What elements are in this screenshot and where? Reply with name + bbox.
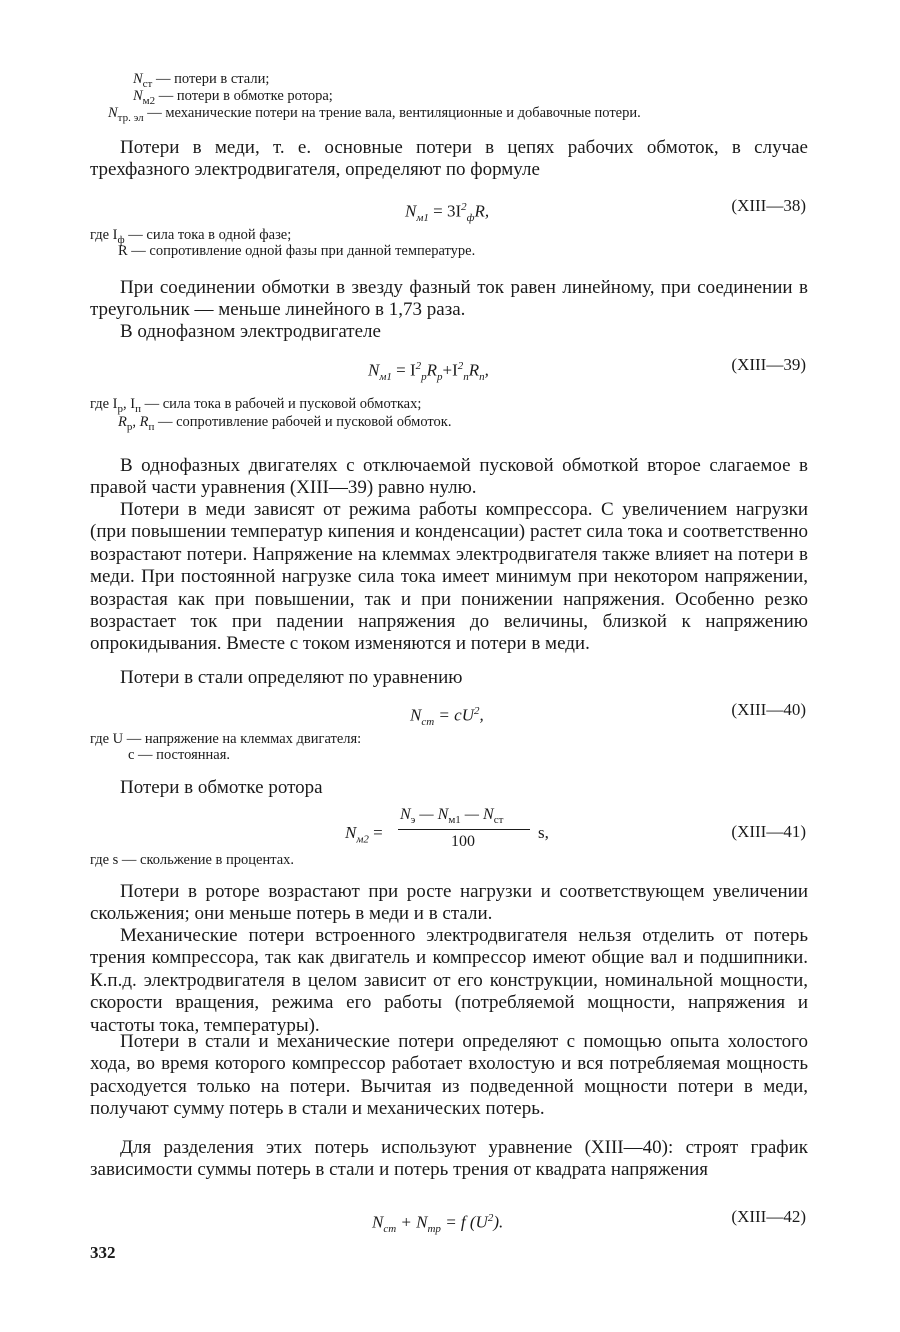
page-number: 332 <box>90 1243 116 1262</box>
where-40-a: где U — напряжение на клеммах двигателя: <box>90 731 362 747</box>
paragraph-mechanical-losses: Механические потери встроенного электродвигателя нельзя отделить от потерь трения компрессора, так как двигатель и компрессор имеют общие вал и подшипники. К.п.д. электродвигателя в целом зависит от его конструкции, номинальной мощности, скорости вращения, режима его работы (потребляемой мощности, напряжения и частоты тока, температуры). <box>90 925 808 1036</box>
equation-number-38: (XIII—38) <box>731 196 806 215</box>
paragraph-rotor-losses: Потери в обмотке ротора <box>120 777 323 798</box>
def-n-tr: $N_{тр. эл}$ — механические потери на трение вала, вентиляционные и добавочные потери. <box>108 105 641 124</box>
paragraph-single-phase: В однофазном электродвигателе <box>120 321 381 342</box>
equation-number-40: (XIII—40) <box>731 700 806 719</box>
equation-number-39: (XIII—39) <box>731 355 806 374</box>
paragraph-copper-dependence: Потери в меди зависят от режима работы компрессора. С увеличением нагрузки (при повышении температур кипения и конденсации) растет сила тока и соответственно возрастают потери. Напряжение на клеммах электродвигателя также влияет на потери в меди. При постоянной нагрузке сила тока имеет минимум при некотором напряжении, возрастая как при повышении, так и при понижении напряжения. Особенно резко возрастает ток при падении напряжения до величины, близкой к напряжению опрокидывания. Вместе с током изменяются и потери в меди. <box>90 499 808 655</box>
equation-41-tail: s, <box>538 823 549 842</box>
equation-number-41: (XIII—41) <box>731 822 806 841</box>
equation-42: $N_{ст} + N_{тр} = f$ $(U^2)$. <box>372 1212 504 1236</box>
where-38-b: R — сопротивление одной фазы при данной температуре. <box>118 243 476 259</box>
fraction-bar <box>398 829 530 830</box>
where-38-a: где $I_ф$ — сила тока в одной фазе; <box>90 227 292 246</box>
equation-41-lhs: $N_{м2}$ = <box>345 823 383 846</box>
paragraph-single-phase-motors: В однофазных двигателях с отключаемой пусковой обмоткой второе слагаемое в правой части уравнения (XIII—39) равно нулю. <box>90 455 808 499</box>
where-40-b: c — постоянная. <box>128 747 231 763</box>
equation-number-42: (XIII—42) <box>731 1207 806 1226</box>
paragraph-rotor-growth: Потери в роторе возрастают при росте нагрузки и соответствующем увеличении скольжения; они меньше потерь в меди и в стали. <box>90 881 808 925</box>
paragraph-copper-losses: Потери в меди, т. е. основные потери в цепях рабочих обмоток, в случае трехфазного электродвигателя, определяют по формуле <box>90 137 808 181</box>
equation-38: $N_{м1} = 3I^2_фR$, <box>405 201 490 225</box>
equation-39: $N_{м1} = I^2_рR_р+I^2_пR_п$, <box>368 360 489 384</box>
paragraph-star-delta: При соединении обмотки в звезду фазный ток равен линейному, при соединении в треугольник — меньше линейного в 1,73 раза. <box>90 277 808 321</box>
equation-41-fraction <box>398 806 532 854</box>
fraction-denominator: 100 <box>451 833 475 850</box>
paragraph-separation: Для разделения этих потерь используют уравнение (XIII—40): строят график зависимости суммы потерь в стали и потерь трения от квадрата напряжения <box>90 1137 808 1181</box>
where-41: где s — скольжение в процентах. <box>90 852 295 868</box>
def-n-m2: $N_{м2}$ — потери в обмотке ротора; <box>133 88 333 107</box>
fraction-numerator: $N_э$ — $N_{м1}$ — $N_{ст}$ <box>400 806 504 827</box>
def-n-st: $N_{ст}$ — потери в стали; <box>133 71 270 90</box>
where-39-a: где $I_р$, $I_п$ — сила тока в рабочей и пусковой обмотках; <box>90 396 422 415</box>
where-39-b: $R_р$, $R_п$ — сопротивление рабочей и пусковой обмоток. <box>118 414 452 433</box>
paragraph-no-load-test: Потери в стали и механические потери определяют с помощью опыта холостого хода, во время которого компрессор работает вхолостую и вся потребляемая мощность расходуется только на потери. Вычитая из подведенной мощности потери в меди, получают сумму потерь в стали и механических потерь. <box>90 1031 808 1120</box>
equation-40: $N_{ст} = cU^2$, <box>410 705 484 729</box>
paragraph-steel-losses: Потери в стали определяют по уравнению <box>120 667 463 688</box>
